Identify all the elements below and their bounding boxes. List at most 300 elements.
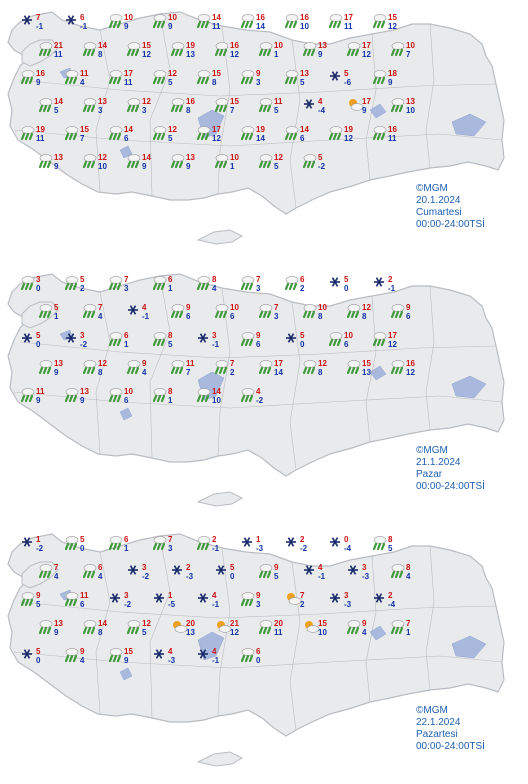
max-temp: 19	[256, 125, 265, 134]
min-temp: 12	[230, 50, 239, 59]
max-temp: 17	[388, 331, 397, 340]
max-temp: 12	[98, 359, 107, 368]
max-temp: 4	[318, 563, 323, 572]
min-temp: 1	[274, 50, 279, 59]
max-temp: 9	[36, 591, 41, 600]
snowflake-icon	[330, 538, 340, 547]
min-temp: 12	[230, 628, 239, 637]
max-temp: 17	[344, 13, 353, 22]
max-temp: 9	[80, 647, 85, 656]
min-temp: 6	[256, 340, 261, 349]
max-temp: 8	[406, 563, 411, 572]
max-temp: 12	[168, 125, 177, 134]
snowflake-icon	[374, 278, 384, 287]
min-temp: 7	[80, 134, 85, 143]
forecast-map-day-2	[0, 262, 528, 512]
min-temp: 9	[186, 162, 191, 171]
max-temp: 2	[388, 275, 393, 284]
min-temp: 6	[80, 600, 85, 609]
min-temp: 2	[230, 368, 235, 377]
min-temp: 1	[54, 312, 59, 321]
max-temp: 14	[98, 619, 107, 628]
min-temp: 0	[36, 656, 41, 665]
max-temp: 2	[300, 535, 305, 544]
max-temp: 13	[318, 41, 327, 50]
min-temp: 6	[124, 134, 129, 143]
max-temp: 20	[274, 619, 283, 628]
min-temp: 3	[256, 78, 261, 87]
min-temp: 8	[186, 106, 191, 115]
min-temp: -3	[344, 600, 352, 609]
min-temp: -2	[300, 544, 308, 553]
min-temp: 4	[212, 284, 217, 293]
max-temp: 10	[124, 387, 133, 396]
weather-station	[374, 535, 393, 553]
max-temp: 17	[124, 69, 133, 78]
max-temp: 8	[168, 331, 173, 340]
max-temp: 20	[186, 619, 195, 628]
min-temp: -1	[212, 340, 220, 349]
max-temp: 13	[54, 153, 63, 162]
max-temp: 3	[212, 331, 217, 340]
min-temp: 4	[142, 368, 147, 377]
min-temp: 1	[124, 340, 129, 349]
date-label: 21.1.2024	[416, 457, 461, 468]
min-temp: 7	[406, 50, 411, 59]
min-temp: -2	[80, 340, 88, 349]
max-temp: 10	[318, 303, 327, 312]
min-temp: 12	[344, 134, 353, 143]
rain-cloud-icon	[374, 536, 386, 549]
max-temp: 16	[300, 13, 309, 22]
max-temp: 11	[80, 591, 89, 600]
max-temp: 14	[212, 13, 221, 22]
min-temp: 0	[300, 340, 305, 349]
max-temp: 14	[300, 125, 309, 134]
weather-station	[242, 535, 264, 553]
max-temp: 5	[80, 275, 85, 284]
max-temp: 15	[388, 13, 397, 22]
min-temp: -1	[212, 600, 220, 609]
credit-label: ©MGM	[416, 183, 448, 194]
min-temp: 0	[80, 544, 85, 553]
max-temp: 7	[406, 619, 411, 628]
max-temp: 18	[388, 69, 397, 78]
max-temp: 15	[212, 69, 221, 78]
cyprus-outline	[198, 230, 242, 244]
min-temp: 8	[318, 368, 323, 377]
max-temp: 12	[142, 97, 151, 106]
credit-label: ©MGM	[416, 705, 448, 716]
rain-cloud-icon	[330, 14, 342, 27]
day-label: Pazar	[416, 469, 443, 480]
min-temp: -3	[362, 572, 370, 581]
max-temp: 12	[318, 359, 327, 368]
min-temp: 8	[98, 628, 103, 637]
min-temp: -1	[36, 22, 44, 31]
max-temp: 5	[80, 535, 85, 544]
max-temp: 10	[124, 13, 133, 22]
max-temp: 4	[142, 303, 147, 312]
min-temp: 5	[168, 134, 173, 143]
max-temp: 9	[142, 359, 147, 368]
max-temp: 10	[168, 13, 177, 22]
min-temp: 4	[98, 572, 103, 581]
max-temp: 13	[54, 619, 63, 628]
min-temp: 6	[406, 312, 411, 321]
min-temp: 11	[212, 22, 221, 31]
period-label: 00:00-24:00TSİ	[416, 741, 485, 752]
max-temp: 13	[406, 97, 415, 106]
min-temp: 4	[98, 312, 103, 321]
max-temp: 10	[230, 153, 239, 162]
max-temp: 17	[362, 97, 371, 106]
max-temp: 4	[256, 387, 261, 396]
min-temp: 3	[124, 284, 129, 293]
date-stamp-day-3	[416, 705, 485, 753]
min-temp: 9	[54, 162, 59, 171]
max-temp: 13	[54, 359, 63, 368]
min-temp: -1	[142, 312, 150, 321]
min-temp: 1	[406, 628, 411, 637]
max-temp: 3	[142, 563, 147, 572]
weather-station	[286, 13, 309, 31]
min-temp: 3	[274, 312, 279, 321]
min-temp: 5	[274, 572, 279, 581]
max-temp: 13	[98, 97, 107, 106]
max-temp: 9	[256, 331, 261, 340]
min-temp: -1	[212, 656, 220, 665]
min-temp: -2	[142, 572, 150, 581]
min-temp: 11	[36, 134, 45, 143]
min-temp: 4	[362, 628, 367, 637]
max-temp: 17	[274, 359, 283, 368]
day-label: Cumartesi	[416, 207, 462, 218]
min-temp: 9	[54, 628, 59, 637]
min-temp: 11	[274, 628, 283, 637]
min-temp: 0	[36, 284, 41, 293]
min-temp: 0	[344, 284, 349, 293]
rain-cloud-icon	[286, 276, 298, 289]
min-temp: -6	[344, 78, 352, 87]
max-temp: 1	[256, 535, 261, 544]
min-temp: 11	[124, 78, 133, 87]
max-temp: 4	[318, 97, 323, 106]
max-temp: 6	[300, 275, 305, 284]
rain-cloud-icon	[242, 276, 254, 289]
date-label: 22.1.2024	[416, 717, 461, 728]
min-temp: 1	[124, 544, 129, 553]
snowflake-icon	[330, 278, 340, 287]
max-temp: 9	[406, 303, 411, 312]
min-temp: 11	[54, 50, 63, 59]
max-temp: 6	[124, 535, 129, 544]
max-temp: 15	[142, 41, 151, 50]
max-temp: 19	[186, 41, 195, 50]
min-temp: 13	[186, 628, 195, 637]
min-temp: 1	[230, 162, 235, 171]
max-temp: 11	[274, 97, 283, 106]
max-temp: 15	[318, 619, 327, 628]
max-temp: 7	[36, 13, 41, 22]
max-temp: 16	[388, 125, 397, 134]
max-temp: 12	[274, 153, 283, 162]
max-temp: 15	[124, 647, 133, 656]
max-temp: 12	[98, 153, 107, 162]
min-temp: 7	[186, 368, 191, 377]
min-temp: 6	[300, 134, 305, 143]
min-temp: 5	[54, 106, 59, 115]
min-temp: 5	[168, 78, 173, 87]
weather-station	[286, 535, 308, 553]
min-temp: 9	[318, 50, 323, 59]
max-temp: 13	[186, 153, 195, 162]
min-temp: 4	[80, 78, 85, 87]
max-temp: 5	[230, 563, 235, 572]
max-temp: 8	[388, 535, 393, 544]
min-temp: 4	[406, 572, 411, 581]
max-temp: 6	[256, 647, 261, 656]
min-temp: -3	[186, 572, 194, 581]
min-temp: -3	[256, 544, 264, 553]
min-temp: 9	[36, 396, 41, 405]
weather-station	[330, 535, 352, 553]
min-temp: 2	[300, 284, 305, 293]
max-temp: 13	[300, 69, 309, 78]
forecast-map-day-1	[0, 0, 528, 250]
rain-cloud-icon	[242, 14, 254, 27]
min-temp: 12	[362, 50, 371, 59]
max-temp: 19	[36, 125, 45, 134]
min-temp: -5	[168, 600, 176, 609]
max-temp: 15	[80, 125, 89, 134]
max-temp: 6	[80, 13, 85, 22]
weather-station	[330, 13, 353, 31]
max-temp: 12	[168, 69, 177, 78]
max-temp: 2	[388, 591, 393, 600]
min-temp: 6	[230, 312, 235, 321]
max-temp: 2	[186, 563, 191, 572]
min-temp: 14	[256, 22, 265, 31]
period-label: 00:00-24:00TSİ	[416, 219, 485, 230]
max-temp: 7	[300, 591, 305, 600]
weather-station	[374, 13, 397, 31]
min-temp: 10	[406, 106, 415, 115]
max-temp: 16	[406, 359, 415, 368]
max-temp: 15	[230, 97, 239, 106]
snowflake-icon	[286, 538, 296, 547]
min-temp: -2	[318, 162, 326, 171]
cyprus-outline	[198, 752, 242, 766]
min-temp: 5	[300, 78, 305, 87]
min-temp: 8	[98, 368, 103, 377]
min-temp: -1	[80, 22, 88, 31]
min-temp: 3	[256, 284, 261, 293]
min-temp: 8	[98, 50, 103, 59]
min-temp: -4	[344, 544, 352, 553]
max-temp: 8	[168, 387, 173, 396]
max-temp: 2	[212, 535, 217, 544]
day-label: Pazartesi	[416, 729, 458, 740]
min-temp: 4	[54, 572, 59, 581]
max-temp: 10	[344, 331, 353, 340]
min-temp: -1	[318, 572, 326, 581]
min-temp: 8	[212, 78, 217, 87]
min-temp: 9	[124, 656, 129, 665]
max-temp: 21	[230, 619, 239, 628]
min-temp: 7	[230, 106, 235, 115]
max-temp: 4	[168, 647, 173, 656]
max-temp: 14	[54, 97, 63, 106]
max-temp: 11	[80, 69, 89, 78]
min-temp: 1	[168, 396, 173, 405]
min-temp: 0	[36, 340, 41, 349]
min-temp: 6	[186, 312, 191, 321]
max-temp: 4	[212, 647, 217, 656]
min-temp: -4	[388, 600, 396, 609]
max-temp: 9	[274, 563, 279, 572]
min-temp: 3	[142, 106, 147, 115]
min-temp: 5	[274, 162, 279, 171]
min-temp: 5	[168, 340, 173, 349]
min-temp: 5	[142, 628, 147, 637]
min-temp: -2	[256, 396, 264, 405]
min-temp: 11	[388, 134, 397, 143]
max-temp: 5	[54, 303, 59, 312]
max-temp: 0	[344, 535, 349, 544]
max-temp: 7	[54, 563, 59, 572]
max-temp: 10	[406, 41, 415, 50]
rain-cloud-icon	[374, 14, 386, 27]
min-temp: 3	[256, 600, 261, 609]
min-temp: 9	[142, 162, 147, 171]
max-temp: 7	[274, 303, 279, 312]
min-temp: 5	[388, 544, 393, 553]
min-temp: 14	[274, 368, 283, 377]
max-temp: 5	[344, 275, 349, 284]
forecast-map-day-3	[0, 522, 528, 772]
max-temp: 16	[230, 41, 239, 50]
max-temp: 9	[362, 619, 367, 628]
max-temp: 9	[256, 591, 261, 600]
weather-station	[286, 275, 305, 293]
snowflake-icon	[242, 538, 252, 547]
weather-station	[242, 275, 261, 293]
max-temp: 19	[344, 125, 353, 134]
date-stamp-day-2	[416, 445, 485, 493]
min-temp: 3	[98, 106, 103, 115]
max-temp: 13	[80, 387, 89, 396]
max-temp: 10	[230, 303, 239, 312]
max-temp: 11	[186, 359, 195, 368]
rain-cloud-icon	[40, 154, 52, 167]
max-temp: 6	[168, 275, 173, 284]
min-temp: -4	[318, 106, 326, 115]
max-temp: 14	[212, 387, 221, 396]
max-temp: 6	[98, 563, 103, 572]
min-temp: 13	[362, 368, 371, 377]
max-temp: 14	[142, 153, 151, 162]
max-temp: 4	[212, 591, 217, 600]
weather-station	[374, 275, 396, 293]
min-temp: 14	[256, 134, 265, 143]
min-temp: 6	[344, 340, 349, 349]
max-temp: 10	[274, 41, 283, 50]
max-temp: 7	[256, 275, 261, 284]
min-temp: 1	[168, 284, 173, 293]
max-temp: 3	[80, 331, 85, 340]
min-temp: 4	[80, 656, 85, 665]
max-temp: 5	[300, 331, 305, 340]
max-temp: 5	[36, 647, 41, 656]
max-temp: 5	[344, 69, 349, 78]
min-temp: 12	[406, 368, 415, 377]
max-temp: 9	[256, 69, 261, 78]
max-temp: 14	[124, 125, 133, 134]
weather-station	[330, 275, 349, 293]
max-temp: 12	[362, 303, 371, 312]
min-temp: 10	[318, 628, 327, 637]
min-temp: 9	[124, 22, 129, 31]
max-temp: 5	[318, 153, 323, 162]
max-temp: 7	[98, 303, 103, 312]
min-temp: 2	[80, 284, 85, 293]
min-temp: 9	[168, 22, 173, 31]
cyprus-outline	[198, 492, 242, 506]
max-temp: 15	[362, 359, 371, 368]
min-temp: 13	[186, 50, 195, 59]
max-temp: 1	[168, 591, 173, 600]
min-temp: 8	[318, 312, 323, 321]
min-temp: 10	[212, 396, 221, 405]
min-temp: 12	[388, 340, 397, 349]
min-temp: 9	[36, 78, 41, 87]
min-temp: 3	[168, 544, 173, 553]
max-temp: 7	[230, 359, 235, 368]
min-temp: 12	[388, 22, 397, 31]
min-temp: -1	[212, 544, 220, 553]
max-temp: 21	[54, 41, 63, 50]
max-temp: 6	[124, 331, 129, 340]
date-stamp-day-1	[416, 183, 485, 231]
min-temp: 12	[212, 134, 221, 143]
min-temp: 11	[344, 22, 353, 31]
min-temp: 9	[388, 78, 393, 87]
max-temp: 16	[256, 13, 265, 22]
max-temp: 3	[36, 275, 41, 284]
weather-station	[242, 13, 265, 31]
min-temp: 9	[362, 106, 367, 115]
min-temp: 0	[230, 572, 235, 581]
min-temp: 9	[54, 368, 59, 377]
max-temp: 7	[168, 535, 173, 544]
max-temp: 1	[36, 535, 41, 544]
rain-cloud-icon	[286, 14, 298, 27]
max-temp: 14	[98, 41, 107, 50]
max-temp: 16	[186, 97, 195, 106]
max-temp: 3	[344, 591, 349, 600]
min-temp: 12	[142, 50, 151, 59]
min-temp: 10	[300, 22, 309, 31]
max-temp: 12	[142, 619, 151, 628]
max-temp: 3	[124, 591, 129, 600]
max-temp: 7	[124, 275, 129, 284]
min-temp: 2	[300, 600, 305, 609]
max-temp: 9	[186, 303, 191, 312]
min-temp: -3	[168, 656, 176, 665]
min-temp: 5	[36, 600, 41, 609]
min-temp: 8	[362, 312, 367, 321]
